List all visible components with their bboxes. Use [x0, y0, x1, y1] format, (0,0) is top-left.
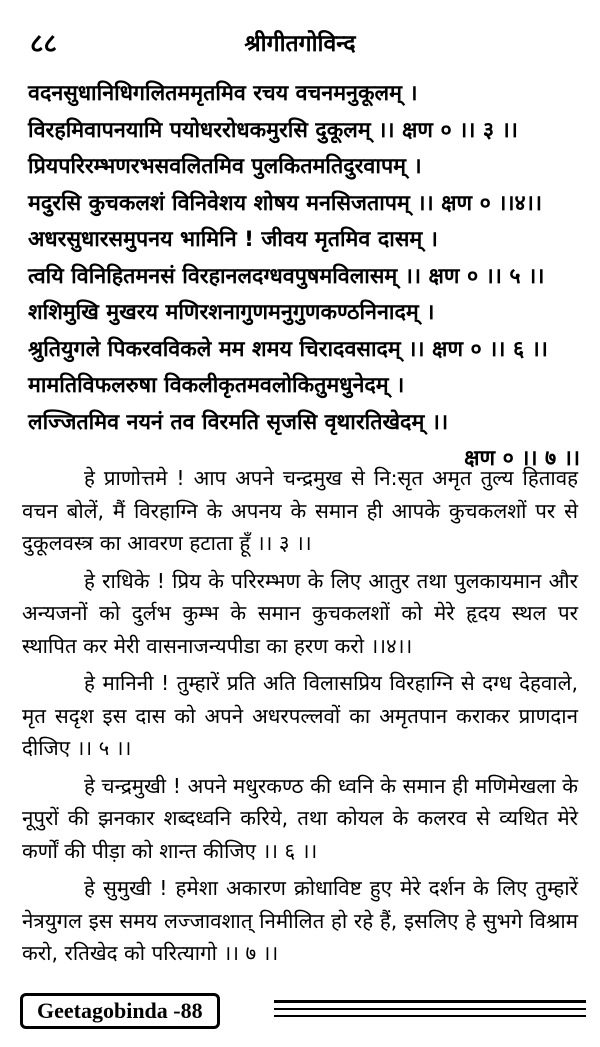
verse-line: विरहमिवापनयामि पयोधररोधकमुरसि दुकूलम् ।। क्षण ० ।। ३ ।।: [28, 117, 518, 143]
translation-paragraph: हे सुमुखी ! हमेशा अकारण क्रोधाविष्ट हुए मेरे दर्शन के लिए तुम्हारें नेत्रयुगल इस समय लज्जावशात् निमीलित हो रहे हैं, इसलिए हे सुभगे विश्राम करो, रतिखेद को परित्यागो ।। ७ ।।: [22, 876, 578, 965]
verse-line: वदनसुधानिधिगलितममृतमिव रचय वचनमनुकूलम् ।: [28, 81, 418, 106]
verse-line: लज्जितमिव नयनं तव विरमति सृजसि वृथारतिखेदम् ।।: [28, 409, 449, 435]
footer-rule: [274, 1000, 586, 1003]
sanskrit-verses: [28, 76, 588, 478]
footer-rule: [274, 1015, 586, 1017]
verse-refrain: क्षण ० ।। ७ ।।: [464, 446, 580, 471]
verse-line: प्रियपरिरम्भणरभसवलितमिव पुलकितमतिदुरवापम् ।: [28, 154, 422, 179]
running-title: श्रीगीतगोविन्द: [244, 31, 356, 57]
translation-paragraph: हे मानिनी ! तुम्हारें प्रति अति विलासप्रिय विरहाग्नि से दग्ध देहवाले, मृत सदृश इस दास को अपने अधरपल्लवों का अमृतपान कराकर प्राणदान दीजिए ।। ५ ।।: [22, 671, 578, 760]
footer-label: Geetagobinda -88: [20, 993, 220, 1029]
footer-rule: [274, 1008, 586, 1010]
page-number: ८८: [30, 29, 58, 59]
translation-paragraph: हे चन्द्रमुखी ! अपने मधुरकण्ठ की ध्वनि के समान ही मणिमेखला के नूपुरों की झनकार शब्दध्वनि करिये, तथा कोयल के कलरव से व्यथित मेरे कर्णों की पीड़ा को शान्त कीजिए ।। ६ ।।: [22, 773, 578, 863]
hindi-translation: [22, 462, 578, 975]
translation-paragraph: हे राधिके ! प्रिय के परिरम्भण के लिए आतुर तथा पुलकायमान और अन्यजनों को दुर्लभ कुम्भ के समान कुचकलशों को मेरे हृदय स्थल पर स्थापित कर मेरी वासनाजन्यपीडा का हरण करो ।।४।।: [22, 568, 578, 658]
verse-line: श्रुतियुगले पिकरवविकले मम शमय चिरादवसादम् ।। क्षण ० ।। ६ ।।: [28, 336, 548, 362]
page-header: [0, 22, 600, 59]
translation-paragraph: हे प्राणोत्तमे ! आप अपने चन्द्रमुख से नि:सृत अमृत तुल्य हितावह वचन बोलें, मैं विरहाग्नि के अपनय के समान ही आपके कुचकलशों पर से दुकूलवस्त्र का आवरण हटाता हूँ ।। ३ ।।: [22, 466, 578, 555]
verse-line: शशिमुखि मुखरय मणिरशनागुणमनुगुणकण्ठनिनादम् ।: [28, 300, 435, 325]
verse-line: अधरसुधारसमुपनय भामिनि ! जीवय मृतमिव दासम् ।: [28, 227, 438, 252]
verse-line: त्वयि विनिहितमनसं विरहानलदग्धवपुषमविलासम् ।। क्षण ० ।। ५ ।।: [28, 263, 545, 289]
verse-line: मदुरसि कुचकलशं विनिवेशय शोषय मनसिजतापम् ।। क्षण ० ।।४।।: [28, 190, 543, 216]
verse-line: मामतिविफलरुषा विकलीकृतमवलोकितुमधुनेदम् ।: [28, 373, 405, 398]
page-footer: [20, 993, 586, 1029]
